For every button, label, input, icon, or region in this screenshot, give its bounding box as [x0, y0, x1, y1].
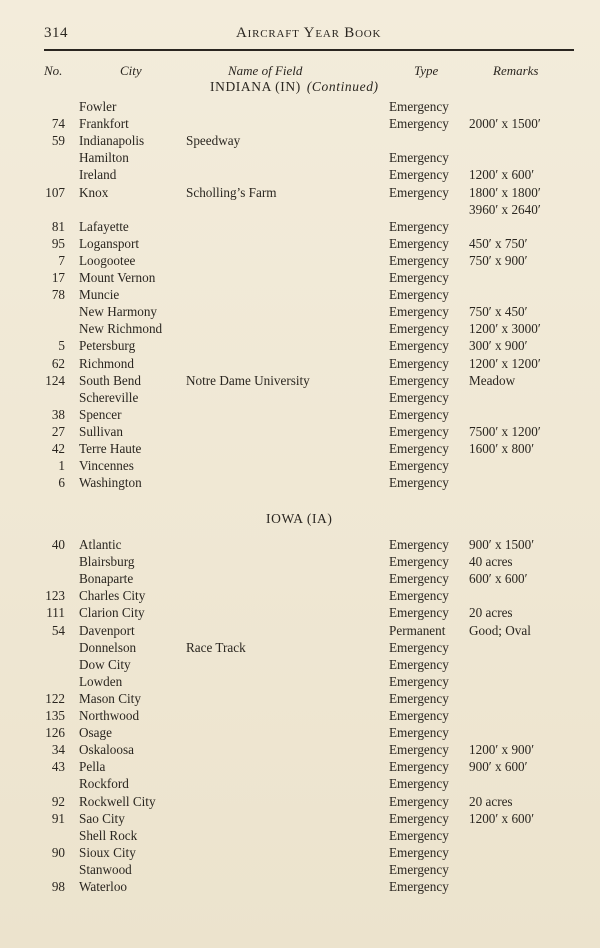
city-name: Bonaparte — [79, 571, 134, 587]
table-row — [0, 320, 600, 337]
city-name: Rockwell City — [79, 793, 156, 809]
field-number: 34 — [51, 742, 65, 758]
table-row — [0, 355, 600, 372]
field-number: 78 — [51, 287, 65, 303]
city-name: Blairsburg — [79, 554, 135, 570]
city-name: Hamilton — [79, 150, 129, 166]
table-row — [0, 656, 600, 673]
city-name: Petersburg — [79, 338, 136, 354]
city-name: New Richmond — [79, 321, 163, 337]
table-row — [0, 218, 600, 235]
table-row — [0, 844, 600, 861]
city-name: Clarion City — [79, 605, 145, 621]
field-type: Emergency — [389, 389, 449, 405]
city-name: Mason City — [79, 690, 141, 706]
table-row — [0, 337, 600, 354]
city-name: Atlantic — [79, 537, 122, 552]
field-type: Emergency — [389, 321, 449, 337]
field-number: 5 — [58, 338, 65, 354]
field-number: 95 — [51, 235, 65, 251]
field-number: 126 — [45, 725, 65, 741]
field-remarks: Good; Oval — [469, 622, 531, 638]
field-type: Emergency — [389, 588, 449, 604]
table-row — [0, 372, 600, 389]
city-name: Vincennes — [79, 458, 134, 474]
city-name: Northwood — [79, 708, 140, 723]
table-row — [0, 423, 600, 440]
city-name: Logansport — [79, 235, 140, 251]
table-row — [0, 604, 600, 621]
field-type: Emergency — [389, 759, 449, 775]
table-row — [0, 286, 600, 303]
column-header-no: No. — [44, 63, 63, 78]
city-name: Richmond — [79, 355, 134, 371]
city-name: Knox — [79, 184, 109, 200]
city-name: Washington — [79, 475, 142, 491]
field-type: Emergency — [389, 287, 449, 303]
header-rule — [44, 49, 574, 51]
field-type: Emergency — [389, 656, 449, 672]
city-name: Loogootee — [79, 252, 136, 268]
city-name: Donnelson — [79, 639, 137, 655]
field-number: 1 — [58, 458, 65, 474]
field-number: 111 — [46, 605, 65, 621]
table-row — [0, 166, 600, 183]
table-row — [0, 440, 600, 457]
city-name: Dow City — [79, 656, 131, 672]
city-name: Sao City — [79, 810, 125, 826]
table-row — [0, 184, 600, 201]
page-header — [44, 25, 574, 45]
field-number: 81 — [51, 218, 65, 234]
city-name: Davenport — [79, 622, 135, 638]
field-remarks: 40 acres — [469, 554, 513, 570]
field-type: Emergency — [389, 742, 449, 758]
table-row — [0, 793, 600, 810]
city-name: Frankfort — [79, 116, 129, 132]
field-type: Emergency — [389, 861, 449, 877]
city-name: Waterloo — [79, 879, 128, 894]
city-name: Charles City — [79, 588, 146, 604]
field-remarks: 2000′ x 1500′ — [469, 116, 541, 132]
field-name: Scholling’s Farm — [186, 184, 277, 200]
city-name: South Bend — [79, 372, 141, 388]
field-type: Emergency — [389, 725, 449, 741]
field-name: Notre Dame University — [186, 372, 310, 388]
field-type: Emergency — [389, 827, 449, 843]
section-title — [266, 511, 333, 527]
table-row — [0, 235, 600, 252]
table-row — [0, 98, 600, 115]
field-number: 124 — [45, 372, 65, 388]
field-number: 98 — [51, 879, 65, 894]
column-header-city: City — [120, 63, 142, 78]
field-type: Emergency — [389, 690, 449, 706]
city-name: Rockford — [79, 776, 129, 792]
city-name: Terre Haute — [79, 441, 142, 456]
field-type: Emergency — [389, 673, 449, 689]
field-remarks: 3960′ x 2640′ — [469, 201, 541, 217]
field-type: Emergency — [389, 167, 449, 183]
field-type: Permanent — [389, 622, 446, 638]
field-remarks: 900′ x 600′ — [469, 759, 528, 775]
field-type: Emergency — [389, 150, 449, 166]
city-name: Fowler — [79, 99, 117, 114]
field-remarks: 450′ x 750′ — [469, 235, 528, 251]
field-remarks: 20 acres — [469, 605, 513, 621]
field-number: 92 — [51, 793, 65, 809]
field-remarks: 750′ x 450′ — [469, 304, 528, 320]
field-number: 122 — [45, 690, 65, 706]
city-name: Stanwood — [79, 861, 132, 877]
field-number: 6 — [58, 475, 65, 491]
field-type: Emergency — [389, 423, 449, 439]
section-title — [210, 79, 379, 95]
table-row — [0, 389, 600, 406]
field-remarks: 20 acres — [469, 793, 513, 809]
field-type: Emergency — [389, 605, 449, 621]
table-row — [0, 878, 600, 895]
table-row — [0, 775, 600, 792]
city-name: Pella — [79, 759, 106, 775]
city-name: Schereville — [79, 389, 139, 405]
field-number: 43 — [51, 759, 65, 775]
field-type: Emergency — [389, 184, 449, 200]
field-remarks: 1200′ x 900′ — [469, 742, 535, 758]
field-number: 27 — [51, 423, 65, 439]
field-remarks: 1800′ x 1800′ — [469, 184, 541, 200]
city-name: New Harmony — [79, 304, 158, 320]
column-header-type: Type — [414, 63, 439, 78]
field-type: Emergency — [389, 355, 449, 371]
field-type: Emergency — [389, 458, 449, 474]
field-number: 90 — [51, 844, 65, 860]
field-type: Emergency — [389, 218, 449, 234]
field-type: Emergency — [389, 554, 449, 570]
field-remarks: 1200′ x 600′ — [469, 810, 535, 826]
table-row — [0, 724, 600, 741]
table-row — [0, 303, 600, 320]
field-number: 59 — [51, 133, 65, 149]
field-number: 17 — [51, 270, 65, 285]
table-row — [0, 587, 600, 604]
field-type: Emergency — [389, 116, 449, 132]
field-type: Emergency — [389, 475, 449, 491]
field-name: Race Track — [186, 639, 246, 655]
column-header-field: Name of Field — [228, 63, 303, 78]
table-row — [0, 570, 600, 587]
table-row — [0, 639, 600, 656]
running-title: Aircraft Year Book — [236, 25, 382, 41]
city-name: Ireland — [79, 167, 117, 183]
section-state-name: INDIANA (IN) — [210, 79, 301, 94]
table-row — [0, 810, 600, 827]
table-row — [0, 758, 600, 775]
field-type: Emergency — [389, 537, 449, 552]
field-remarks: 1200′ x 600′ — [469, 167, 535, 183]
table-row — [0, 861, 600, 878]
field-type: Emergency — [389, 406, 449, 422]
column-header-remarks: Remarks — [493, 63, 539, 78]
field-number: 135 — [45, 708, 65, 723]
field-type: Emergency — [389, 879, 449, 894]
table-row — [0, 827, 600, 844]
field-remarks: 7500′ x 1200′ — [469, 423, 541, 439]
city-name: Osage — [79, 725, 112, 741]
field-number: 54 — [51, 622, 65, 638]
field-number: 62 — [51, 355, 65, 371]
field-type: Emergency — [389, 810, 449, 826]
field-remarks: 750′ x 900′ — [469, 252, 528, 268]
field-number: 107 — [45, 184, 65, 200]
table-row — [0, 457, 600, 474]
field-remarks: 1600′ x 800′ — [469, 441, 535, 456]
table-row — [0, 406, 600, 423]
table-row — [0, 132, 600, 149]
field-number: 123 — [45, 588, 65, 604]
table-row — [0, 269, 600, 286]
section-state-name: IOWA (IA) — [266, 511, 333, 526]
table-row — [0, 553, 600, 570]
field-number: 40 — [51, 537, 65, 552]
table-row — [0, 673, 600, 690]
city-name: Sullivan — [79, 423, 123, 439]
field-type: Emergency — [389, 252, 449, 268]
field-type: Emergency — [389, 270, 449, 285]
city-name: Muncie — [79, 287, 120, 303]
field-number: 74 — [51, 116, 65, 132]
field-number: 7 — [58, 252, 65, 268]
field-type: Emergency — [389, 304, 449, 320]
table-row — [0, 622, 600, 639]
field-remarks: 300′ x 900′ — [469, 338, 528, 354]
city-name: Oskaloosa — [79, 742, 134, 758]
city-name: Shell Rock — [79, 827, 138, 843]
field-type: Emergency — [389, 338, 449, 354]
city-name: Spencer — [79, 406, 122, 422]
table-row — [0, 149, 600, 166]
table-row — [0, 115, 600, 132]
field-number: 91 — [51, 810, 65, 826]
table-row — [0, 474, 600, 491]
field-remarks: 600′ x 600′ — [469, 571, 528, 587]
field-remarks: 900′ x 1500′ — [469, 537, 535, 552]
field-type: Emergency — [389, 844, 449, 860]
table-row — [0, 690, 600, 707]
field-type: Emergency — [389, 776, 449, 792]
city-name: Lafayette — [79, 218, 129, 234]
table-row — [0, 536, 600, 553]
table-row — [0, 201, 600, 218]
city-name: Mount Vernon — [79, 270, 156, 285]
field-type: Emergency — [389, 639, 449, 655]
section-continued-label: (Continued) — [306, 79, 379, 94]
field-type: Emergency — [389, 708, 449, 723]
field-remarks: 1200′ x 3000′ — [469, 321, 541, 337]
field-type: Emergency — [389, 372, 449, 388]
table-row — [0, 741, 600, 758]
field-type: Emergency — [389, 793, 449, 809]
table-row — [0, 252, 600, 269]
city-name: Sioux City — [79, 844, 136, 860]
field-number: 42 — [51, 441, 65, 456]
city-name: Indianapolis — [79, 133, 145, 149]
field-type: Emergency — [389, 571, 449, 587]
field-name: Speedway — [186, 133, 241, 149]
field-type: Emergency — [389, 99, 449, 114]
page-number: 314 — [44, 25, 68, 41]
field-remarks: 1200′ x 1200′ — [469, 355, 541, 371]
field-type: Emergency — [389, 441, 449, 456]
table-row — [0, 707, 600, 724]
field-number: 38 — [51, 406, 65, 422]
field-type: Emergency — [389, 235, 449, 251]
city-name: Lowden — [79, 673, 123, 689]
field-remarks: Meadow — [469, 372, 516, 388]
